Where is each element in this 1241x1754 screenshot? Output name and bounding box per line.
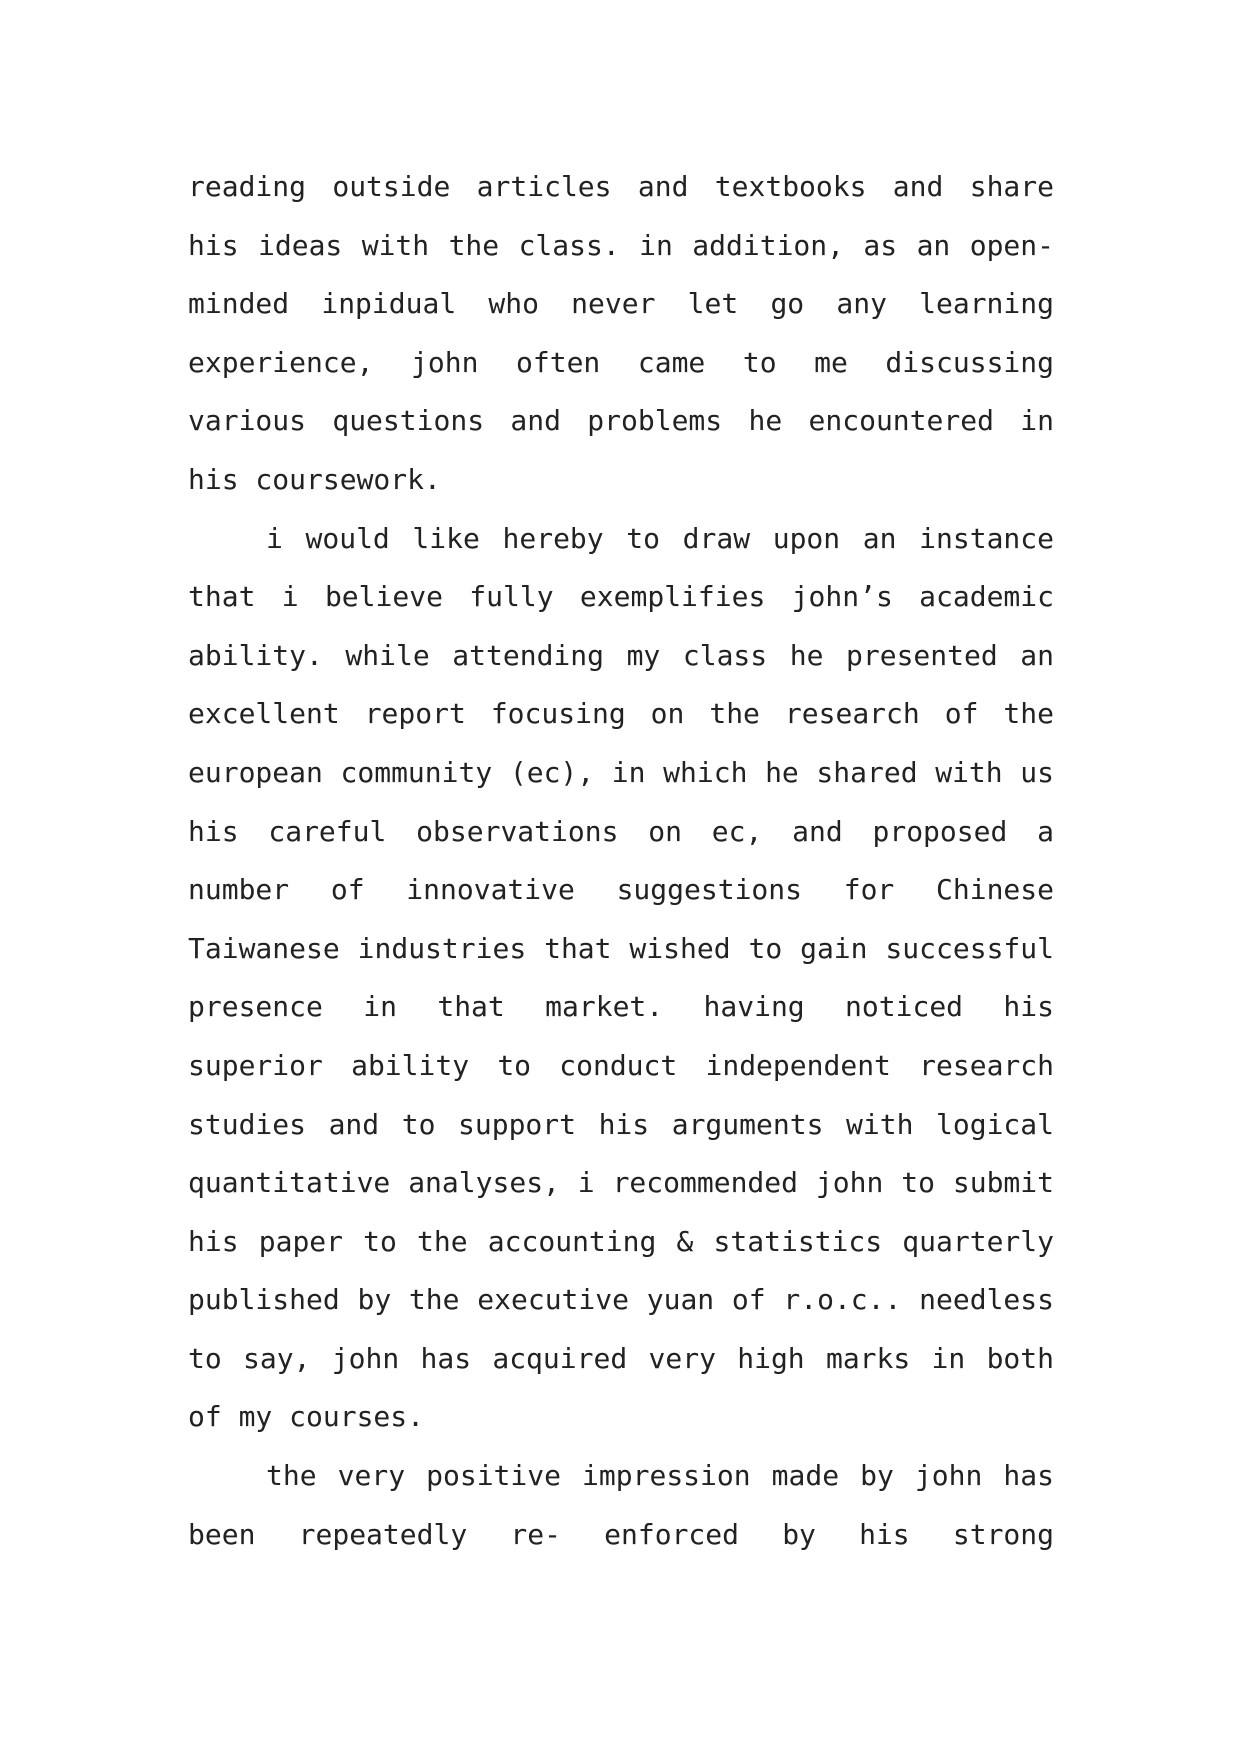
text-line: studies and to support his arguments with logical <box>188 1107 1054 1141</box>
text-line: i would like hereby to draw upon an instance <box>266 521 1054 555</box>
text-line: published by the executive yuan of r.o.c.. needless <box>188 1283 1054 1317</box>
text-line: been repeatedly re- enforced by his strong <box>188 1517 1054 1551</box>
text-line: excellent report focusing on the research of the <box>188 697 1054 731</box>
text-line: experience, john often came to me discussing <box>188 345 1054 379</box>
text-line: superior ability to conduct independent research <box>188 1048 1054 1082</box>
text-line: the very positive impression made by john has <box>266 1459 1054 1493</box>
text-line: of my courses. <box>188 1400 425 1434</box>
text-line: ability. while attending my class he presented an <box>188 638 1054 672</box>
text-line: european community (ec), in which he shared with us <box>188 755 1054 789</box>
text-line: reading outside articles and textbooks and share <box>188 170 1054 203</box>
body-text <box>188 158 1054 1564</box>
text-line: number of innovative suggestions for Chinese <box>188 873 1054 907</box>
text-line: his paper to the accounting & statistics quarterly <box>188 1224 1054 1258</box>
text-line: to say, john has acquired very high marks in both <box>188 1341 1054 1375</box>
text-line: minded inpidual who never let go any learning <box>188 287 1054 321</box>
text-line: his ideas with the class. in addition, as an open- <box>188 228 1054 262</box>
text-line: quantitative analyses, i recommended john to submit <box>188 1166 1054 1200</box>
text-line: that i believe fully exemplifies john’s academic <box>188 580 1054 614</box>
text-line: presence in that market. having noticed his <box>188 990 1054 1024</box>
text-line: his careful observations on ec, and proposed a <box>188 814 1054 848</box>
text-line: his coursework. <box>188 462 441 496</box>
text-line: various questions and problems he encountered in <box>188 404 1054 438</box>
text-line: Taiwanese industries that wished to gain successful <box>188 931 1054 965</box>
